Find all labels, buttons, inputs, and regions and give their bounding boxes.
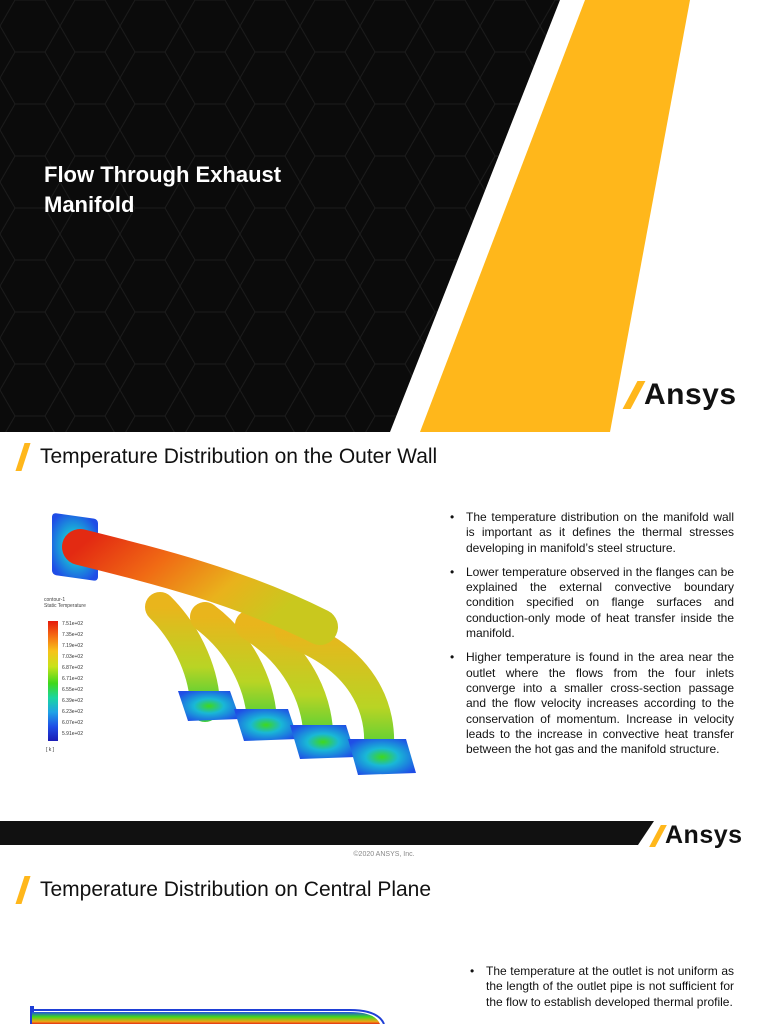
central-plane-slide — [0, 866, 768, 1024]
slide-heading-text: Temperature Distribution on Central Plane — [40, 878, 432, 901]
bullet-icon: • — [450, 650, 455, 665]
bullet-text: Higher temperature is found in the area near the outlet where the flows from the four inlets converge into a smaller cross-section passage and the flow velocity increases according to the conservation of momentum. Increase in velocity leads to the increase in convective heat transfer between the hot gas and the manifold structure. — [466, 650, 734, 757]
legend-unit: [ k ] — [46, 747, 55, 753]
bullet-icon: • — [450, 510, 455, 524]
legend-tick: 7.51e+02 — [62, 621, 83, 627]
legend-tick: 6.39e+02 — [62, 698, 83, 704]
heading-accent-icon — [15, 443, 30, 471]
ansys-logo — [655, 821, 743, 850]
legend-color-bar — [48, 621, 58, 741]
bullet-list — [470, 964, 734, 1019]
legend-tick: 6.55e+02 — [62, 687, 83, 693]
list-item — [470, 964, 734, 1010]
legend-tick: 7.35e+02 — [62, 632, 83, 638]
copyright-text: ©2020 ANSYS, Inc. — [353, 851, 415, 858]
temperature-color-legend — [44, 597, 114, 753]
manifold-temperature-contour-image — [40, 507, 420, 807]
ansys-logo — [630, 378, 737, 412]
legend-tick: 6.07e+02 — [62, 720, 83, 726]
legend-tick: 7.19e+02 — [62, 643, 83, 649]
slide-heading — [20, 443, 437, 471]
list-item — [450, 510, 734, 556]
title-line-2: Manifold — [44, 192, 135, 217]
legend-name: contour-1 — [44, 597, 66, 603]
legend-variable: Static Temperature — [44, 603, 86, 609]
legend-ticks — [62, 619, 83, 740]
slide-heading — [20, 876, 431, 904]
legend-tick: 7.03e+02 — [62, 654, 83, 660]
bullet-icon: • — [470, 964, 475, 978]
legend-tick: 6.71e+02 — [62, 676, 83, 682]
bullet-icon: • — [450, 564, 455, 579]
logo-wordmark: Ansys — [665, 821, 743, 849]
legend-tick: 5.91e+02 — [62, 731, 83, 737]
bullet-text: The temperature distribution on the manifold wall is important as it defines the thermal stresses developing in manifold’s steel structure. — [466, 510, 734, 555]
legend-tick: 6.87e+02 — [62, 665, 83, 671]
legend-tick: 6.23e+02 — [62, 709, 83, 715]
bullet-text: The temperature at the outlet is not uniform as the length of the outlet pipe is not sufficient for the flow to establish developed thermal profile. — [486, 964, 734, 1009]
bullet-text: Lower temperature observed in the flanges can be explained the external convective boundary condition specified on flange surfaces and conduction-only mode of heat transfer inside the manifold. — [466, 564, 734, 641]
list-item — [450, 650, 734, 757]
title-slide — [0, 0, 768, 432]
outer-wall-slide — [0, 433, 768, 865]
bullet-list — [450, 510, 734, 766]
presentation-title — [44, 160, 344, 220]
list-item — [450, 565, 734, 641]
central-plane-contour-image — [20, 996, 400, 1024]
slide-heading-text: Temperature Distribution on the Outer Wall — [40, 445, 438, 468]
title-line-1: Flow Through Exhaust — [44, 162, 282, 187]
heading-accent-icon — [15, 876, 30, 904]
logo-wordmark: Ansys — [644, 378, 737, 411]
